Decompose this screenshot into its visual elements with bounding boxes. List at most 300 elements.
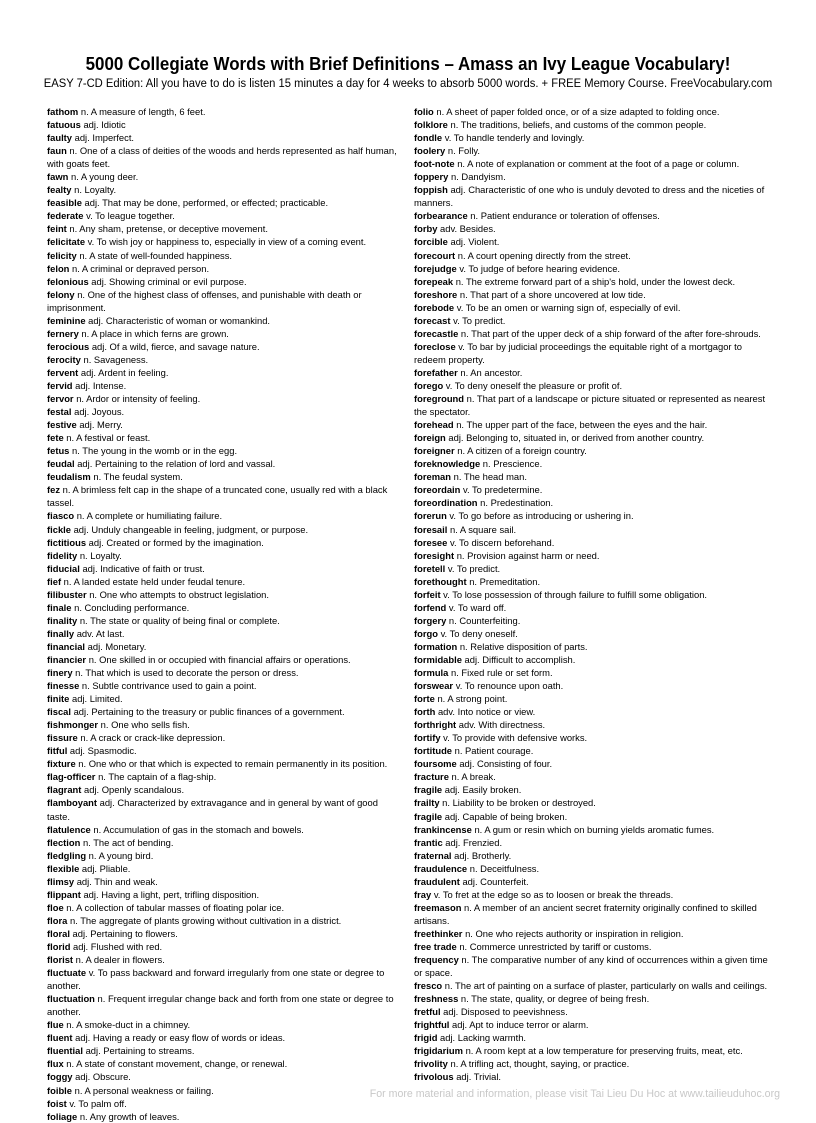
- entry: [414, 562, 770, 575]
- entry: [414, 796, 770, 809]
- entry-definition: adj. Limited.: [72, 693, 123, 705]
- entry: [47, 692, 403, 705]
- entry: [47, 901, 403, 914]
- entry-term: foresight: [414, 549, 455, 561]
- entry: [47, 327, 403, 340]
- entry: [414, 1070, 770, 1083]
- entry: [414, 1018, 770, 1031]
- entry-term: flagrant: [47, 784, 82, 796]
- entry: [47, 1057, 403, 1070]
- entry: [47, 1018, 403, 1031]
- entry: [47, 249, 403, 262]
- entry: [47, 431, 403, 444]
- entry-definition: n. A brimless felt cap in the shape of a truncated cone, usually red with a black tassel.: [47, 484, 388, 509]
- entry-term: floe: [47, 901, 64, 913]
- entry: [47, 640, 403, 653]
- entry: [47, 353, 403, 366]
- entry: [414, 614, 770, 627]
- entry-term: forbearance: [414, 210, 468, 222]
- entry: [47, 953, 403, 966]
- entry-term: forgo: [414, 627, 438, 639]
- entry: [47, 392, 403, 405]
- entry-term: finale: [47, 601, 72, 613]
- entry: [47, 1110, 403, 1123]
- entry-term: fealty: [47, 184, 72, 196]
- entry-term: feint: [47, 223, 67, 235]
- entry-term: fitful: [47, 745, 68, 757]
- entry: [414, 640, 770, 653]
- entry: [414, 157, 770, 170]
- entry-definition: adj. Spasmodic.: [69, 745, 137, 757]
- entry: [47, 262, 403, 275]
- entry-definition: n. A young bird.: [88, 849, 154, 861]
- entry: [47, 705, 403, 718]
- entry-definition: adj. Monetary.: [87, 640, 147, 652]
- entry: [47, 340, 403, 353]
- entry-definition: adj. Openly scandalous.: [84, 784, 185, 796]
- entry: [414, 431, 770, 444]
- entry-term: florist: [47, 954, 74, 966]
- entry-term: felonious: [47, 275, 89, 287]
- entry: [47, 666, 403, 679]
- entry-definition: v. To predict.: [447, 562, 501, 574]
- entry: [47, 1044, 403, 1057]
- entry-definition: adj. Capable of being broken.: [444, 810, 568, 822]
- entry-term: folklore: [414, 119, 448, 131]
- entry-definition: n. The young in the womb or in the egg.: [72, 445, 238, 457]
- entry-definition: n. A state of well-founded happiness.: [79, 249, 233, 261]
- entry-term: fez: [47, 484, 61, 496]
- entry: [47, 679, 403, 692]
- entry-term: forte: [414, 693, 435, 705]
- entry-definition: v. To discern beforehand.: [449, 536, 555, 548]
- entry: [47, 418, 403, 431]
- entry-definition: adj. Idiotic: [83, 119, 126, 131]
- entry-term: foreordain: [414, 484, 461, 496]
- entry-term: frequency: [414, 954, 459, 966]
- entry: [47, 509, 403, 522]
- entry-term: feudalism: [47, 471, 91, 483]
- entry-definition: n. The extreme forward part of a ship's hold, under the lowest deck.: [455, 275, 736, 287]
- entry-definition: n. Patient endurance or toleration of offenses.: [470, 210, 660, 222]
- entry-term: foresee: [414, 536, 448, 548]
- entry: [414, 418, 770, 431]
- entry-term: fetus: [47, 445, 70, 457]
- entry: [414, 262, 770, 275]
- entry-definition: adj. Counterfeit.: [462, 875, 529, 887]
- entry-term: foolery: [414, 145, 446, 157]
- entry: [47, 196, 403, 209]
- entry-term: flux: [47, 1058, 64, 1070]
- entry-definition: adj. Pertaining to flowers.: [72, 927, 178, 939]
- entry-term: financial: [47, 640, 86, 652]
- entry-term: fortify: [414, 732, 441, 744]
- entry-term: flatulence: [47, 823, 91, 835]
- entry-term: fathom: [47, 106, 79, 117]
- entry-term: forby: [414, 223, 438, 235]
- entry-term: fief: [47, 575, 62, 587]
- entry: [47, 144, 403, 170]
- entry: [47, 1070, 403, 1083]
- entry-term: fracture: [414, 771, 449, 783]
- entry-term: fatuous: [47, 119, 81, 131]
- entry-definition: adj. Indicative of faith or trust.: [82, 562, 205, 574]
- entry-term: finality: [47, 614, 78, 626]
- entry: [47, 757, 403, 770]
- entry: [47, 118, 403, 131]
- entry-definition: v. To deny oneself.: [440, 627, 518, 639]
- entry-term: ferocity: [47, 353, 81, 365]
- entry: [414, 953, 770, 979]
- entry: [414, 836, 770, 849]
- entry-definition: adj. Having a ready or easy flow of words or ideas.: [75, 1032, 286, 1044]
- entry-definition: n. The captain of a flag-ship.: [98, 771, 217, 783]
- entry: [414, 901, 770, 927]
- entry-term: federate: [47, 210, 84, 222]
- entry-definition: n. A smoke-duct in a chimney.: [66, 1019, 191, 1031]
- entry-term: flimsy: [47, 875, 75, 887]
- footer-note: For more material and information, please visit Tai Lieu Du Hoc at www.tailieuduhoc.org: [369, 1088, 780, 1100]
- entry-term: fraudulent: [414, 875, 460, 887]
- entry: [414, 249, 770, 262]
- entry-definition: adj. Showing criminal or evil purpose.: [91, 275, 247, 287]
- entry: [414, 601, 770, 614]
- entry-definition: n. The upper part of the face, between the eyes and the hair.: [456, 419, 708, 431]
- entry-definition: adj. That may be done, performed, or effected; practicable.: [84, 197, 329, 209]
- entry-definition: n. Premeditation.: [469, 575, 541, 587]
- entry: [414, 366, 770, 379]
- entry: [47, 927, 403, 940]
- entry-term: fervid: [47, 379, 73, 391]
- entry-definition: n. The state or quality of being final or complete.: [79, 614, 280, 626]
- entry-definition: n. That part of the upper deck of a ship forward of the after fore-shrouds.: [460, 327, 761, 339]
- entry: [414, 392, 770, 418]
- entry-definition: v. To predetermine.: [462, 484, 543, 496]
- entry-definition: v. To lose possession of through failure to fulfill some obligation.: [443, 588, 708, 600]
- entry: [414, 327, 770, 340]
- entry-term: fernery: [47, 327, 79, 339]
- entry: [414, 992, 770, 1005]
- entry-term: foible: [47, 1084, 72, 1096]
- entry-term: faun: [47, 145, 67, 157]
- entry-term: feudal: [47, 458, 75, 470]
- entry-term: fervor: [47, 393, 74, 405]
- entry-definition: n. Subtle contrivance used to gain a point.: [81, 680, 257, 692]
- entry-definition: n. A complete or humiliating failure.: [76, 510, 223, 522]
- entry: [47, 966, 403, 992]
- entry-definition: adv. At last.: [76, 627, 125, 639]
- entry-term: forecast: [414, 314, 451, 326]
- entry-definition: n. Predestination.: [480, 497, 554, 509]
- entry: [47, 405, 403, 418]
- entry-term: foggy: [47, 1071, 73, 1083]
- entry-term: fictitious: [47, 536, 87, 548]
- entry-term: forswear: [414, 680, 454, 692]
- entry: [414, 314, 770, 327]
- entry: [414, 444, 770, 457]
- entry: [47, 288, 403, 314]
- entry-definition: n. A crack or crack-like depression.: [80, 732, 226, 744]
- entry-term: frigidarium: [414, 1045, 463, 1057]
- entry-term: foreknowledge: [414, 458, 481, 470]
- entry: [414, 770, 770, 783]
- entry-term: felicity: [47, 249, 77, 261]
- entry-term: fickle: [47, 523, 71, 535]
- entry-definition: n. A square sail.: [449, 523, 517, 535]
- entry: [414, 222, 770, 235]
- entry-term: freshness: [414, 993, 459, 1005]
- entry: [47, 627, 403, 640]
- entry-term: freemason: [414, 901, 462, 913]
- entry-term: fray: [414, 888, 432, 900]
- entry: [414, 588, 770, 601]
- entry-term: fresco: [414, 980, 443, 992]
- entry: [47, 235, 403, 248]
- entry: [414, 666, 770, 679]
- entry-term: forfeit: [414, 588, 441, 600]
- entry: [414, 575, 770, 588]
- entry-definition: n. A citizen of a foreign country.: [457, 445, 587, 457]
- entry-definition: adj. Pertaining to the treasury or public finances of a government.: [73, 706, 345, 718]
- entry-definition: n. The art of painting on a surface of plaster, particularly on walls and ceilings.: [444, 980, 768, 992]
- entry-definition: adj. Pliable.: [81, 862, 131, 874]
- entry-term: fluent: [47, 1032, 73, 1044]
- entry-definition: n. The state, quality, or degree of being fresh.: [460, 993, 650, 1005]
- entry-term: flag-officer: [47, 771, 96, 783]
- entry-definition: n. One who or that which is expected to remain permanently in its position.: [78, 758, 388, 770]
- entry: [47, 823, 403, 836]
- entry-definition: adj. Of a wild, fierce, and savage nature.: [91, 340, 260, 352]
- entry-term: forepeak: [414, 275, 454, 287]
- entry-definition: adj. Easily broken.: [444, 784, 522, 796]
- entry-term: foliage: [47, 1110, 78, 1122]
- entry-term: fortitude: [414, 745, 453, 757]
- entry: [414, 549, 770, 562]
- entry: [414, 118, 770, 131]
- entry-term: forthright: [414, 719, 457, 731]
- entry-term: frivolity: [414, 1058, 448, 1070]
- entry: [47, 914, 403, 927]
- entry-definition: adj. Merry.: [79, 419, 123, 431]
- entry-definition: n. Patient courage.: [454, 745, 534, 757]
- entry-definition: n. Relative disposition of parts.: [459, 640, 588, 652]
- entry-definition: n. A gum or resin which on burning yields aromatic fumes.: [474, 823, 715, 835]
- entry: [47, 209, 403, 222]
- entry-term: ferocious: [47, 340, 90, 352]
- entry: [414, 209, 770, 222]
- entry-term: forefather: [414, 366, 458, 378]
- entry-definition: n. That which is used to decorate the person or dress.: [75, 667, 299, 679]
- entry-definition: adj. Ardent in feeling.: [80, 366, 169, 378]
- entry-definition: v. To ward off.: [448, 601, 507, 613]
- entry: [47, 523, 403, 536]
- entry: [414, 888, 770, 901]
- entry-term: foursome: [414, 758, 457, 770]
- entry-definition: adj. Belonging to, situated in, or derived from another country.: [448, 432, 705, 444]
- page-header: [0, 53, 816, 91]
- entry-definition: n. Savageness.: [83, 353, 149, 365]
- entry-definition: v. To go before as introducing or ushering in.: [449, 510, 634, 522]
- entry-definition: v. To league together.: [86, 210, 175, 222]
- left-column-entries: [47, 105, 403, 1123]
- entry: [47, 940, 403, 953]
- entry-term: fiducial: [47, 562, 80, 574]
- entry-term: fixture: [47, 758, 76, 770]
- entry-definition: v. To judge of before hearing evidence.: [459, 262, 621, 274]
- entry-definition: adj. Imperfect.: [74, 132, 135, 144]
- entry-definition: adj. Pertaining to the relation of lord and vassal.: [77, 458, 276, 470]
- entry-definition: n. That part of a shore uncovered at low tide.: [459, 288, 646, 300]
- entry: [47, 457, 403, 470]
- entry-term: finite: [47, 693, 70, 705]
- entry-definition: n. A personal weakness or failing.: [74, 1084, 214, 1096]
- entry-term: florid: [47, 941, 71, 952]
- entry-term: fishmonger: [47, 719, 99, 731]
- entry-definition: n. A criminal or depraved person.: [72, 262, 210, 274]
- entry-term: faulty: [47, 132, 73, 144]
- entry: [414, 1031, 770, 1044]
- entry-definition: n. One skilled in or occupied with financial affairs or operations.: [88, 653, 351, 665]
- entry-term: frivolous: [414, 1071, 454, 1083]
- entry: [414, 627, 770, 640]
- entry-definition: adj. Created or formed by the imagination.: [88, 536, 264, 548]
- entry-term: fissure: [47, 732, 78, 744]
- entry: [47, 562, 403, 575]
- entry-definition: v. To be an omen or warning sign of, especially of evil.: [456, 301, 681, 313]
- entry-definition: adj. Joyous.: [74, 406, 125, 418]
- entry: [414, 862, 770, 875]
- entry: [414, 810, 770, 823]
- entry-term: foreigner: [414, 445, 455, 457]
- entry-term: foretell: [414, 562, 446, 574]
- page-title: 5000 Collegiate Words with Brief Definitions – Amass an Ivy League Vocabulary!: [85, 54, 731, 74]
- entry-term: fete: [47, 432, 64, 444]
- entry-term: folio: [414, 106, 434, 117]
- entry: [414, 170, 770, 183]
- entry-term: fluctuate: [47, 967, 87, 979]
- entry-term: forerun: [414, 510, 447, 522]
- entry: [414, 275, 770, 288]
- entry-term: fervent: [47, 366, 79, 378]
- entry-term: foreman: [414, 471, 451, 483]
- entry-term: flamboyant: [47, 797, 98, 809]
- entry-definition: n. Frequent irregular change back and forth from one state or degree to another.: [47, 993, 394, 1018]
- entry-definition: adj. Violent.: [450, 236, 500, 248]
- entry-definition: adj. Consisting of four.: [459, 758, 553, 770]
- entry-definition: adj. Having a light, pert, trifling disposition.: [83, 888, 260, 900]
- entry-definition: adj. Apt to induce terror or alarm.: [452, 1019, 589, 1031]
- entry-definition: n. A trifling act, thought, saying, or practice.: [450, 1058, 630, 1070]
- entry-term: fragile: [414, 810, 443, 822]
- entry-term: feminine: [47, 314, 86, 326]
- entry-definition: n. Concluding performance.: [74, 601, 190, 613]
- entry-definition: adv. With directness.: [458, 719, 546, 731]
- entry-definition: n. A room kept at a low temperature for preserving fruits, meat, etc.: [465, 1045, 743, 1057]
- entry-definition: n. A court opening directly from the street.: [457, 249, 631, 261]
- entry-term: fragile: [414, 784, 443, 796]
- entry-term: foppery: [414, 171, 449, 183]
- right-column-entries: [414, 105, 770, 1084]
- entry-definition: n. One who rejects authority or inspiration in religion.: [465, 927, 684, 939]
- entry-term: formula: [414, 667, 449, 679]
- entry-definition: n. A break.: [451, 771, 496, 783]
- entry-definition: adj. Difficult to accomplish.: [464, 653, 576, 665]
- entry-definition: n. The head man.: [453, 471, 527, 483]
- entry-definition: v. To handle tenderly and lovingly.: [444, 132, 585, 144]
- entry-definition: adj. Trivial.: [456, 1071, 502, 1083]
- entry: [47, 836, 403, 849]
- entry: [414, 379, 770, 392]
- entry-term: free trade: [414, 941, 457, 952]
- entry-term: foreshore: [414, 288, 458, 300]
- entry: [47, 588, 403, 601]
- entry: [414, 692, 770, 705]
- entry-definition: n. A state of constant movement, change, or renewal.: [66, 1058, 288, 1070]
- entry-definition: v. To bar by judicial proceedings the equitable right of a mortgagor to redeem property.: [414, 340, 742, 365]
- entry: [414, 183, 770, 209]
- entry: [414, 679, 770, 692]
- entry-term: filibuster: [47, 588, 87, 600]
- entry: [47, 170, 403, 183]
- page-subtitle: EASY 7-CD Edition: All you have to do is listen 15 minutes a day for 4 weeks to absorb 5000 words. + FREE Memory Course. FreeVocabulary.com: [43, 76, 773, 90]
- entry: [47, 275, 403, 288]
- entry: [47, 796, 403, 822]
- entry: [414, 536, 770, 549]
- entry-term: fledgling: [47, 849, 87, 861]
- entry-term: fluctuation: [47, 993, 95, 1005]
- entry: [414, 1057, 770, 1070]
- entry: [47, 744, 403, 757]
- entry: [47, 366, 403, 379]
- entry-definition: n. Folly.: [447, 145, 480, 157]
- entry: [414, 144, 770, 157]
- entry-term: fawn: [47, 171, 69, 183]
- entry: [47, 731, 403, 744]
- entry-term: festive: [47, 419, 77, 431]
- entry: [47, 614, 403, 627]
- entry: [47, 470, 403, 483]
- entry-definition: adv. Besides.: [440, 223, 496, 235]
- entry-definition: n. A festival or feast.: [66, 432, 151, 444]
- entry-term: forcible: [414, 236, 448, 248]
- entry: [414, 940, 770, 953]
- entry-definition: adj. Thin and weak.: [76, 875, 158, 887]
- entry-definition: adj. Characterized by extravagance and in general by want of good taste.: [47, 797, 378, 822]
- entry: [47, 862, 403, 875]
- entry-term: fidelity: [47, 549, 78, 561]
- entry: [414, 979, 770, 992]
- entry-term: finally: [47, 627, 75, 639]
- entry-term: frailty: [414, 797, 440, 809]
- entry-definition: n. One who sells fish.: [100, 719, 190, 731]
- entry: [47, 444, 403, 457]
- entry: [47, 770, 403, 783]
- entry: [414, 509, 770, 522]
- entry: [414, 757, 770, 770]
- entry: [47, 783, 403, 796]
- entry: [414, 653, 770, 666]
- entry-definition: adj. Disposed to peevishness.: [443, 1006, 568, 1018]
- entry-definition: adj. Brotherly.: [454, 849, 512, 861]
- entry-definition: adj. Intense.: [75, 379, 127, 391]
- entry: [47, 992, 403, 1018]
- entry: [414, 470, 770, 483]
- entry-definition: n. The act of bending.: [82, 836, 174, 848]
- entry-definition: v. To wish joy or happiness to, especially in view of a coming event.: [87, 236, 367, 248]
- entry: [47, 575, 403, 588]
- entry-term: foreclose: [414, 340, 456, 352]
- entry-definition: n. Loyalty.: [79, 549, 122, 561]
